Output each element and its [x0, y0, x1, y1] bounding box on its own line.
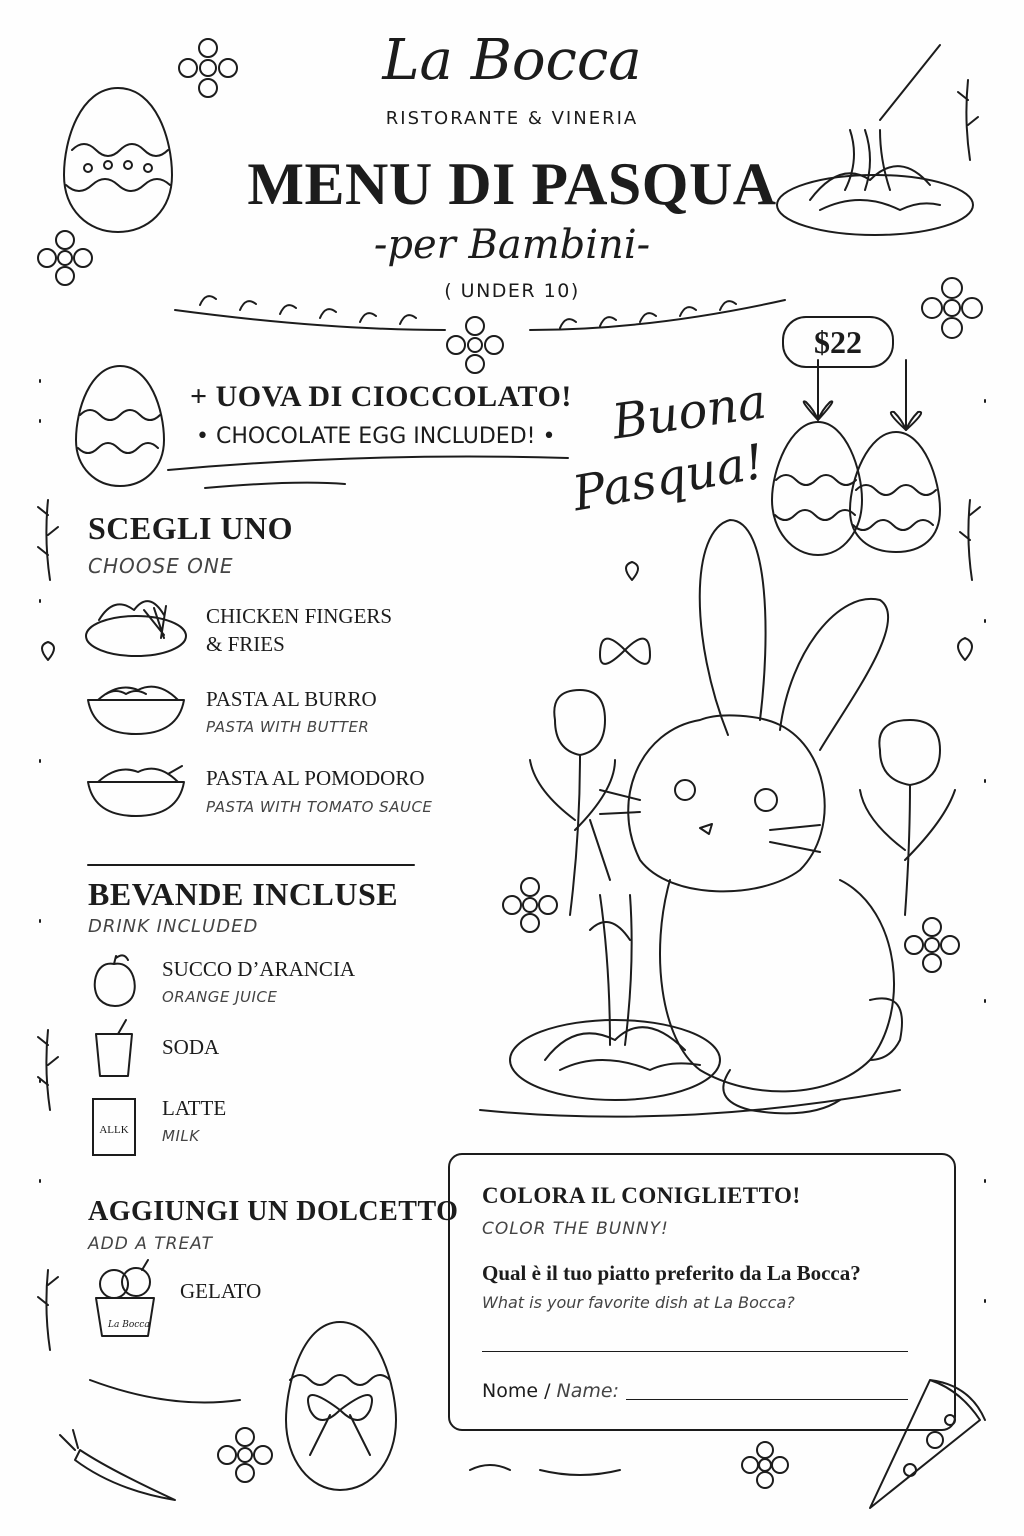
milk-carton-label: ALLK	[99, 1124, 129, 1136]
name-label	[482, 1380, 619, 1402]
activity-question-en: What is your favorite dish at La Bocca?	[482, 1293, 795, 1312]
menu-item-name-line2: & FRIES	[206, 632, 285, 656]
menu-item-desc: MILK	[162, 1127, 200, 1145]
coloring-activity-box	[448, 1153, 956, 1431]
greeting-line2: Pasqua!	[568, 433, 769, 523]
menu-item-desc: PASTA WITH BUTTER	[206, 718, 370, 736]
section-subtitle: DRINK INCLUDED	[88, 916, 259, 937]
milk-carton-icon	[92, 1098, 136, 1156]
section-subtitle: ADD A TREAT	[88, 1234, 213, 1254]
promo-title: + UOVA DI CIOCCOLATO!	[190, 380, 572, 413]
price: $22	[814, 324, 862, 360]
menu-item-name: CHICKEN FINGERS	[206, 604, 393, 628]
favorite-dish-input-line[interactable]	[482, 1349, 908, 1352]
menu-item-name: LATTE	[162, 1096, 227, 1120]
menu-item-name: PASTA AL POMODORO	[206, 766, 425, 790]
promo-subtitle: • CHOCOLATE EGG INCLUDED! •	[196, 424, 556, 449]
restaurant-tagline: RISTORANTE & VINERIA	[385, 108, 639, 129]
menu-item-desc: PASTA WITH TOMATO SAUCE	[206, 798, 433, 816]
soda-cup-icon	[92, 1020, 142, 1080]
menu-item-name: SUCCO D’ARANCIA	[162, 957, 356, 981]
price-badge	[782, 316, 894, 368]
menu-item-name: SODA	[162, 1035, 220, 1059]
menu-item-name: GELATO	[180, 1279, 262, 1303]
gelato-cup-label: La Bocca	[108, 1320, 150, 1330]
menu-item-desc: ORANGE JUICE	[162, 988, 278, 1006]
pasta-bowl-icon	[84, 680, 194, 740]
section-title: BEVANDE INCLUSE	[88, 876, 399, 912]
gelato-cup-icon	[92, 1262, 162, 1342]
bunny-illustration	[480, 520, 902, 1117]
activity-subtitle: COLOR THE BUNNY!	[482, 1219, 669, 1239]
age-note: ( UNDER 10)	[444, 280, 580, 302]
restaurant-logo: La Bocca	[382, 28, 642, 93]
pasta-bowl-icon	[84, 762, 194, 822]
name-label-sep: /	[538, 1380, 557, 1402]
page-subtitle: -per Bambini-	[373, 222, 651, 268]
egg-icon	[286, 1322, 396, 1490]
menu-item-name: PASTA AL BURRO	[206, 687, 377, 711]
section-subtitle: CHOOSE ONE	[88, 554, 234, 578]
orange-icon	[88, 950, 148, 1010]
section-title: SCEGLI UNO	[88, 510, 294, 546]
egg-icon	[76, 366, 164, 486]
activity-title: COLORA IL CONIGLIETTO!	[482, 1183, 801, 1208]
name-label-en: Name:	[556, 1380, 619, 1402]
name-label-it: Nome	[482, 1380, 539, 1402]
chicken-fingers-plate-icon	[84, 590, 194, 660]
page-title: MENU DI PASQUA	[247, 151, 777, 217]
section-title: AGGIUNGI UN DOLCETTO	[88, 1196, 459, 1227]
greeting-line1: Buona	[608, 373, 770, 451]
name-input-line[interactable]	[626, 1397, 908, 1400]
activity-question: Qual è il tuo piatto preferito da La Bocca?	[482, 1261, 861, 1285]
